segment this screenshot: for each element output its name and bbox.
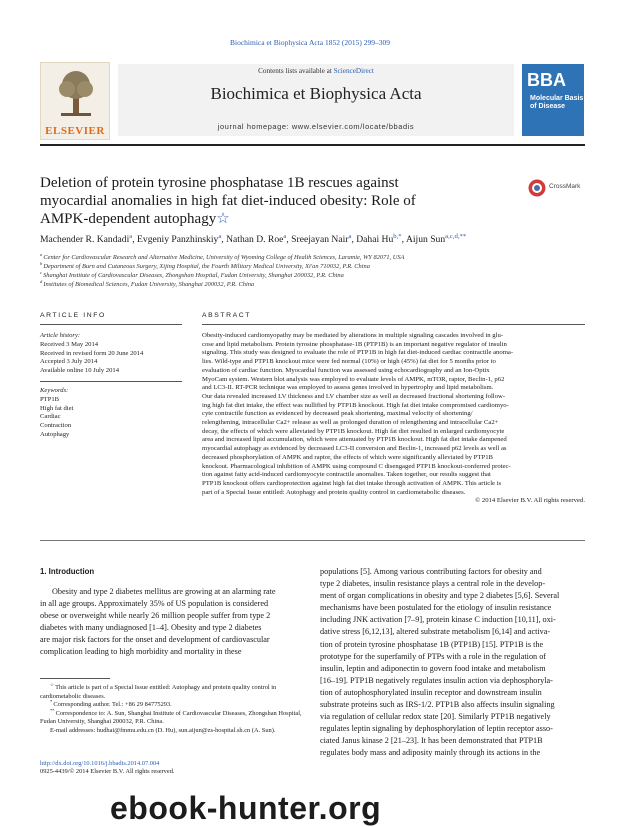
title-footnote-mark[interactable]: ☆ (216, 211, 230, 227)
intro-line: [16–19]. PTP1B negatively regulates insulin action via dephosphoryla- (320, 675, 553, 685)
affiliation (40, 278, 585, 288)
author-separator: , (401, 234, 406, 245)
intro-line: Obesity and type 2 diabetes mellitus are growing at an alarming rate (52, 587, 276, 596)
intro-line: tion of protein tyrosine phosphatase 1B (PTP1B) [15]. PTP1B is the (320, 639, 544, 649)
history-item: Available online 10 July 2014 (40, 367, 119, 375)
intro-line: ment of organ complications in obesity and type 2 diabetes [5,6]. Several (320, 591, 560, 601)
contents-prefix: Contents lists available at (258, 67, 334, 75)
author-list (40, 234, 585, 245)
footnote-text: Correspondence to: A. Sun, Shanghai Institute of Cardiovascular Diseases, Zhongshan Hospital, Fudan University, Shanghai 200032, P.R. China. (40, 709, 302, 726)
abstract-heading: ABSTRACT (202, 312, 252, 319)
affiliation (40, 269, 585, 279)
abstract-line: evaluation of cardiac function. Myocardial function was assessed using echocardiography and an Ion-Optix (202, 366, 490, 374)
journal-citation-link[interactable]: Biochimica et Biophysica Acta 1852 (2015) 299–309 (230, 38, 390, 47)
affiliation-text: Department of Burn and Cutaneous Surgery, Xijing Hospital, the Fourth Military Medical University, Xi'an 710032, P.R. China (43, 263, 370, 270)
affiliation-text: Shanghai Institute of Cardiovascular Diseases, Zhongshan Hospital, Fudan University, Shanghai 200032, P.R. China (43, 272, 344, 279)
doi-link[interactable]: http://dx.doi.org/10.1016/j.bbadis.2014.07.004 (40, 760, 160, 767)
author-affiliation-mark[interactable]: a (283, 232, 287, 240)
article-info (40, 332, 182, 440)
keywords-label: Keywords: (40, 386, 69, 394)
abstract-line: area and increased lipid accumulation, which were attenuated by PTP1B knockout. High fat diet intake dampened (202, 436, 507, 444)
author (40, 234, 132, 245)
article-title (40, 174, 460, 228)
intro-line: including JNK activation [7–9], protein kinase C induction [10,11], oxi- (320, 615, 556, 625)
history-label: Article history: (40, 332, 81, 339)
author (356, 234, 401, 245)
footnote-text: E-mail addresses: hudhai@fmmu.edu.cn (D. Hu), sun.aijun@zs-hospital.sh.cn (A. Sun). (50, 726, 276, 734)
author-name: Sreejayan Nair (291, 234, 349, 245)
keywords-rule (40, 381, 182, 382)
author-separator: , (221, 234, 227, 245)
affiliation-mark: b (40, 260, 44, 266)
sciencedirect-link[interactable]: ScienceDirect (333, 67, 374, 75)
history-item: Accepted 3 July 2014 (40, 358, 98, 366)
intro-line: substrate proteins such as IRS-1/2. PTP1B also affects insulin signaling (320, 700, 555, 710)
journal-homepage (118, 122, 514, 131)
intro-line: via regulation of cellular redox state [20]. Similarly PTP1B negatively (320, 712, 551, 722)
footnote-text: This article is part of a Special Issue entitled: Autophagy and protein quality control in cardiometabolic diseases. (40, 684, 277, 700)
affiliation-text: Center for Cardiovascular Research and Alternative Medicine, University of Wyoming College of Health Sciences, Laramie, WY 82071, USA (43, 254, 405, 261)
author (291, 234, 351, 245)
author-affiliation-mark[interactable]: a (348, 232, 352, 240)
author-affiliation-mark[interactable]: b,* (393, 232, 402, 240)
introduction-heading: 1. Introduction (40, 567, 95, 576)
author-name: Nathan D. Roe (226, 234, 284, 245)
author-affiliation-mark[interactable]: a,c,d,** (445, 232, 467, 240)
footnote-mark: * (50, 699, 54, 705)
intro-line: populations [5]. Among various contributing factors for obesity and (320, 567, 542, 576)
intro-line: ciated Janus kinase 2 [21–23]. It has been demonstrated that PTP1B (320, 736, 543, 746)
abstract-line: myocardial autophagy as evidenced by decreased LC3-II conversion and Beclin-1, increased p62 levels as well as (202, 445, 507, 453)
contents-line (118, 67, 514, 75)
abstract-line: relengthening, intracellular Ca2+ release as well as prolonged duration of relengthening and intracellular Ca2+ (202, 419, 499, 427)
keyword: PTP1B (40, 395, 60, 403)
abstract-line: cyte contractile function as evidenced by decreased peak shortening, maximal velocity of shortening/ (202, 410, 473, 418)
author-name: Machender R. Kandadi (40, 234, 130, 245)
intro-right-column (320, 566, 585, 760)
abstract-line: signaling. This study was designed to evaluate the role of PTP1B in high fat diet-induced cardiac contractile anoma- (202, 349, 514, 357)
homepage-link[interactable]: www.elsevier.com/locate/bbadis (291, 122, 415, 131)
keyword: Cardiac (40, 413, 61, 421)
footnote (40, 707, 306, 727)
cover-subtitle: Molecular Basis of Disease (530, 95, 584, 110)
intro-left-column (40, 586, 306, 659)
abstract-line: and LC3-II. RT-PCR technique was employed to assess genes involved in hypertrophy and lipid metabolism. (202, 384, 494, 392)
footnote-mark: ** (50, 707, 56, 713)
abstract-line: knockout. Pharmacological inhibition of AMPK using compound C disengaged PTP1B knockout-conferred protec- (202, 462, 511, 470)
crossmark-badge[interactable] (528, 177, 584, 201)
abstract-bottom-rule (40, 540, 585, 541)
author (137, 234, 221, 245)
intro-line: tion of autophosphorylated insulin receptor and downstream insulin (320, 687, 542, 697)
author-affiliation-mark[interactable]: a (218, 232, 222, 240)
intro-line: regulates body mass and adiposity mainly through its actions in the (320, 748, 541, 758)
abstract-line: ing high fat diet intake, the effect was nullified by PTP1B knockout. High fat diet intake compromised cardiomyo- (202, 401, 509, 409)
footnote-rule (40, 678, 110, 679)
publication-info (40, 760, 340, 777)
abstract-line: decreased phosphorylation of AMPK and raptor, the effects of which were significantly alleviated by PTP1B (202, 453, 493, 461)
affiliation (40, 251, 585, 261)
article-info-rule (40, 324, 182, 325)
affiliation (40, 260, 585, 270)
abstract-line: decay, the effects of which were alleviated by PTP1B knockout. High fat diet resulted in enlarged cardiomyocyte (202, 427, 505, 435)
abstract-line: tion against fatty acid-induced cardiomyocyte contractile anomalies. Taken together, our results suggest that (202, 471, 491, 479)
abstract-line: part of a Special Issue entitled: Autophagy and protein quality control in cardiometabolic diseases. (202, 488, 466, 496)
intro-line: regulates leptin signaling by dephosphorylation of leptin receptor asso- (320, 724, 553, 734)
watermark: ebook-hunter.org (110, 790, 382, 826)
affiliation-mark: c (40, 269, 44, 275)
intro-line: are major risk factors for the onset and development of cardiovascular (40, 635, 270, 645)
intro-line: complication leading to high morbidity and mortality in these (40, 647, 242, 657)
author-separator: , (286, 234, 292, 245)
author (226, 234, 286, 245)
history-item: Received 3 May 2014 (40, 340, 99, 348)
publisher-name: ELSEVIER (45, 125, 105, 137)
author (406, 234, 466, 245)
issn-line: 0925-4439/© 2014 Elsevier B.V. All rights reserved. (40, 768, 175, 776)
author-affiliation-mark[interactable]: a (129, 232, 133, 240)
abstract-line: Obesity-induced cardiomyopathy may be mediated by alterations in multiple signaling cascades involved in glu- (202, 332, 504, 339)
abstract-line: cose and lipid metabolism. Protein tyrosine phosphatase-1B (PTP1B) is an important negative regulator of insulin (202, 340, 507, 348)
footnote (40, 701, 306, 710)
abstract-line: PTP1B knockout offers cardioprotection against high fat diet intake through activation of AMPK. This article is (202, 479, 502, 487)
elsevier-logo (40, 62, 110, 140)
footnote (40, 681, 306, 701)
abstract-line: MyoCam system. Western blot analysis was employed to evaluate levels of AMPK, mTOR, raptor, Beclin-1, p62 (202, 375, 505, 383)
crossmark-icon (528, 179, 546, 197)
author-name: Dahai Hu (356, 234, 394, 245)
affiliation-mark: a (40, 251, 44, 257)
homepage-prefix: journal homepage: (217, 122, 292, 131)
intro-line: in all age groups. Approximately 35% of US population is considered (40, 599, 269, 609)
cover-title: BBA (527, 70, 566, 90)
intro-line: prototype for the superfamily of PTPs with a role in the regulation of (320, 651, 547, 661)
affiliation-mark: d (40, 278, 44, 284)
keyword: Contraction (40, 422, 72, 430)
journal-title: Biochimica et Biophysica Acta (210, 84, 422, 103)
intro-line: mechanisms have been postulated for the etiology of insulin resistance (320, 603, 552, 613)
keyword: Autophagy (40, 430, 70, 438)
intro-line: obese or overweight while nearly 26 million people suffer from type 2 (40, 611, 271, 621)
author-name: Aijun Sun (405, 234, 446, 245)
journal-cover-image (522, 64, 584, 136)
keyword: High fat diet (40, 404, 74, 412)
copyright-line: © 2014 Elsevier B.V. All rights reserved. (475, 497, 585, 505)
elsevier-tree-icon (57, 69, 95, 117)
author-name: Evgeniy Panzhinskiy (137, 234, 219, 245)
author-separator: , (351, 234, 357, 245)
footnote-text: Corresponding author. Tel.: +86 29 84775293. (53, 701, 172, 709)
intro-line: dative stress [6,12,13], altered substrate metabolism [6,14] and activa- (320, 627, 551, 637)
abstract-line: lies. Wild-type and PTP1B knockout mice were fed normal (10%) or high (45%) fat diet for 5 months prior to (202, 358, 496, 366)
abstract-body (202, 332, 585, 506)
footnotes (40, 681, 306, 736)
affiliation-text: Institutes of Biomedical Sciences, Fudan University, Shanghai 200032, P.R. China (43, 281, 255, 288)
intro-line: insulin, leptin and adiponectin to govern food intake and metabolism (320, 663, 546, 673)
footnote-mark: ☆ (50, 681, 56, 687)
abstract-rule (202, 324, 585, 325)
intro-line: diabetes with many undiagnosed [1–4]. Obesity and type 2 diabetes (40, 623, 262, 633)
article-title-text: Deletion of protein tyrosine phosphatase 1B rescues against myocardial anomalies in high fat diet-induced obesity: Role of AMPK-dependent autophagy (40, 175, 416, 227)
article-info-heading: ARTICLE INFO (40, 312, 106, 319)
footnote (40, 727, 306, 736)
journal-header (118, 64, 514, 136)
author-separator: , (132, 234, 138, 245)
abstract-line: Our data revealed increased LV thickness and LV chamber size as well as decreased fractional shortening follow- (202, 392, 506, 400)
intro-line: type 2 diabetes, insulin resistance plays a central role in the develop- (320, 579, 546, 589)
header-divider (40, 144, 585, 146)
crossmark-label: CrossMark (549, 183, 581, 190)
history-item: Received in revised form 20 June 2014 (40, 349, 144, 357)
